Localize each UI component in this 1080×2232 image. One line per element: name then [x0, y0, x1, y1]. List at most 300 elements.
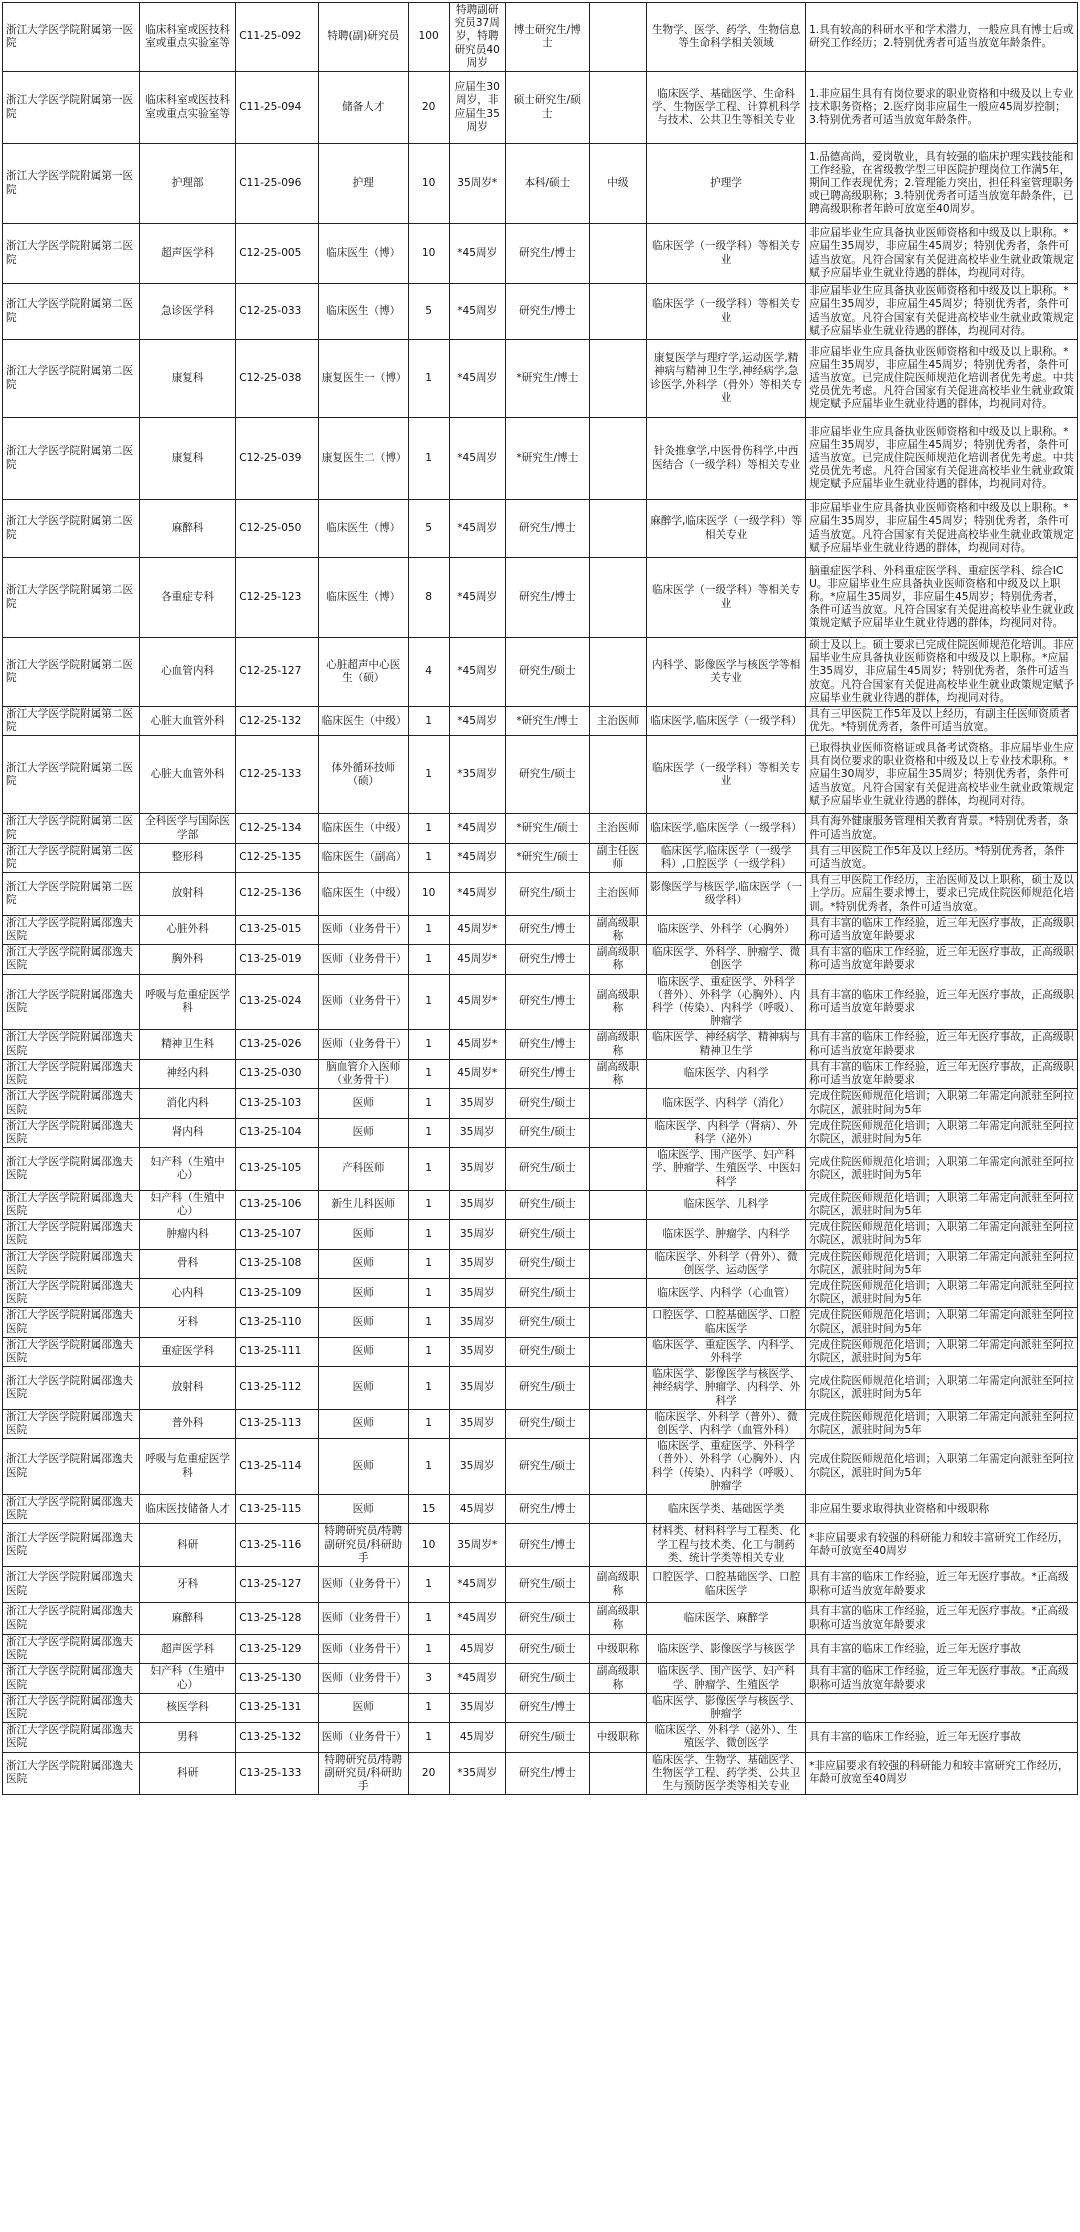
edu-cell: 研究生/博士 — [505, 1524, 589, 1567]
post-cell: 医师（业务骨干） — [318, 1603, 408, 1635]
unit-cell: 浙江大学医学院附属第一医院 — [3, 144, 140, 224]
requirement-cell: 具有丰富的临床工作经验，近三年无医疗事故 — [806, 1723, 1078, 1752]
dept-cell: 呼吸与危重症医学科 — [139, 974, 235, 1030]
unit-cell: 浙江大学医学院附属第一医院 — [3, 3, 140, 72]
major-cell: 临床医学、肿瘤学、内科学 — [647, 1220, 806, 1249]
major-cell: 临床医学、影像医学与核医学 — [647, 1635, 806, 1664]
code-cell: C12-25-133 — [236, 736, 319, 814]
dept-cell: 科研 — [139, 1752, 235, 1795]
edu-cell: 研究生/博士 — [505, 945, 589, 974]
post-cell: 医师 — [318, 1089, 408, 1118]
title-cell: 副高级职称 — [589, 915, 647, 944]
code-cell: C13-25-104 — [236, 1118, 319, 1147]
title-cell: 主治医师 — [589, 814, 647, 843]
unit-cell: 浙江大学医学院附属邵逸夫医院 — [3, 1494, 140, 1523]
major-cell: 临床医学、外科学（普外）、微创医学、内科学（血管外科） — [647, 1409, 806, 1438]
edu-cell: *研究生/博士 — [505, 340, 589, 418]
num-cell: 1 — [408, 1693, 449, 1722]
code-cell: C13-25-019 — [236, 945, 319, 974]
num-cell: 1 — [408, 843, 449, 872]
dept-cell: 肾内科 — [139, 1118, 235, 1147]
edu-cell: 研究生/博士 — [505, 1752, 589, 1795]
title-cell — [589, 1308, 647, 1337]
code-cell: C12-25-123 — [236, 558, 319, 638]
post-cell: 医师 — [318, 1308, 408, 1337]
dept-cell: 放射科 — [139, 873, 235, 916]
age-cell: 35周岁 — [449, 1278, 505, 1307]
code-cell: C12-25-132 — [236, 707, 319, 736]
post-cell: 临床医生（中级） — [318, 707, 408, 736]
age-cell: *45周岁 — [449, 340, 505, 418]
dept-cell: 临床医技储备人才 — [139, 1494, 235, 1523]
requirement-cell: 具有丰富的临床工作经验，近三年无医疗事故，正高级职称可适当放宽年龄要求 — [806, 1030, 1078, 1059]
unit-cell: 浙江大学医学院附属邵逸夫医院 — [3, 1567, 140, 1603]
code-cell: C11-25-092 — [236, 3, 319, 72]
major-cell: 临床医学、影像医学与核医学、肿瘤学 — [647, 1693, 806, 1722]
code-cell: C12-25-050 — [236, 500, 319, 558]
num-cell: 100 — [408, 3, 449, 72]
post-cell: 临床医生（中级） — [318, 814, 408, 843]
age-cell: 35周岁 — [449, 1118, 505, 1147]
major-cell: 临床医学类、基础医学类 — [647, 1494, 806, 1523]
major-cell: 临床医学（一级学科）等相关专业 — [647, 558, 806, 638]
title-cell — [589, 72, 647, 144]
edu-cell: *研究生/硕士 — [505, 843, 589, 872]
table-row — [3, 1190, 1078, 1219]
requirement-cell: 非应届生要求取得执业资格和中级职称 — [806, 1494, 1078, 1523]
age-cell: 45周岁 — [449, 1494, 505, 1523]
age-cell: *45周岁 — [449, 1664, 505, 1693]
dept-cell: 妇产科（生殖中心） — [139, 1190, 235, 1219]
requirement-cell: 具有丰富的临床工作经验，近三年无医疗事故。*正高级职称可适当放宽年龄要求 — [806, 1664, 1078, 1693]
unit-cell: 浙江大学医学院附属第二医院 — [3, 340, 140, 418]
title-cell — [589, 1337, 647, 1366]
requirement-cell: *非应届要求有较强的科研能力和较丰富研究工作经历，年龄可放宽至40周岁 — [806, 1524, 1078, 1567]
edu-cell: 研究生/博士 — [505, 500, 589, 558]
major-cell: 临床医学、影像医学与核医学、神经病学、肿瘤学、内科学、外科学 — [647, 1367, 806, 1410]
age-cell: *45周岁 — [449, 418, 505, 500]
table-row — [3, 707, 1078, 736]
title-cell: 副高级职称 — [589, 1664, 647, 1693]
title-cell — [589, 1409, 647, 1438]
table-row — [3, 1148, 1078, 1191]
post-cell: 储备人才 — [318, 72, 408, 144]
post-cell: 医师（业务骨干） — [318, 1635, 408, 1664]
unit-cell: 浙江大学医学院附属邵逸夫医院 — [3, 1059, 140, 1088]
title-cell: 中级职称 — [589, 1723, 647, 1752]
num-cell: 1 — [408, 1059, 449, 1088]
post-cell: 医师（业务骨干） — [318, 1567, 408, 1603]
major-cell: 临床医学、神经病学、精神病与精神卫生学 — [647, 1030, 806, 1059]
num-cell: 1 — [408, 1118, 449, 1147]
recruitment-table — [2, 2, 1078, 1795]
post-cell: 特聘研究员/特聘副研究员/科研助手 — [318, 1752, 408, 1795]
code-cell: C13-25-132 — [236, 1723, 319, 1752]
edu-cell: *研究生/博士 — [505, 707, 589, 736]
title-cell — [589, 1439, 647, 1495]
table-row — [3, 638, 1078, 707]
unit-cell: 浙江大学医学院附属邵逸夫医院 — [3, 1089, 140, 1118]
num-cell: 1 — [408, 1409, 449, 1438]
age-cell: 45周岁* — [449, 1059, 505, 1088]
requirement-cell: 完成住院医师规范化培训；入职第二年需定向派驻至阿拉尔院区，派驻时间为5年 — [806, 1220, 1078, 1249]
unit-cell: 浙江大学医学院附属邵逸夫医院 — [3, 915, 140, 944]
edu-cell: 研究生/硕士 — [505, 1439, 589, 1495]
unit-cell: 浙江大学医学院附属第二医院 — [3, 418, 140, 500]
edu-cell: 研究生/硕士 — [505, 1567, 589, 1603]
unit-cell: 浙江大学医学院附属邵逸夫医院 — [3, 1148, 140, 1191]
requirement-cell: 1.具有较高的科研水平和学术潜力，一般应具有博士后或研究工作经历；2.特别优秀者可适当放宽年龄条件。 — [806, 3, 1078, 72]
age-cell: 35周岁 — [449, 1693, 505, 1722]
major-cell: 临床医学、内科学（消化） — [647, 1089, 806, 1118]
unit-cell: 浙江大学医学院附属邵逸夫医院 — [3, 1752, 140, 1795]
age-cell: 35周岁 — [449, 1220, 505, 1249]
table-row — [3, 72, 1078, 144]
age-cell: 45周岁* — [449, 915, 505, 944]
edu-cell: 研究生/硕士 — [505, 1723, 589, 1752]
num-cell: 15 — [408, 1494, 449, 1523]
table-row — [3, 1664, 1078, 1693]
title-cell: 副高级职称 — [589, 1030, 647, 1059]
title-cell — [589, 1220, 647, 1249]
major-cell: 内科学、影像医学与核医学等相关专业 — [647, 638, 806, 707]
dept-cell: 精神卫生科 — [139, 1030, 235, 1059]
table-row — [3, 500, 1078, 558]
unit-cell: 浙江大学医学院附属邵逸夫医院 — [3, 1723, 140, 1752]
dept-cell: 牙科 — [139, 1567, 235, 1603]
title-cell — [589, 1118, 647, 1147]
age-cell: *45周岁 — [449, 558, 505, 638]
post-cell: 医师 — [318, 1494, 408, 1523]
table-row — [3, 1278, 1078, 1307]
age-cell: *45周岁 — [449, 707, 505, 736]
title-cell — [589, 284, 647, 340]
age-cell: 45周岁* — [449, 1030, 505, 1059]
requirement-cell: 非应届毕业生应具备执业医师资格和中级及以上职称。*应届生35周岁，非应届生45周岁；特别优秀者，条件可适当放宽。已完成住院医师规范化培训者优先考虑。中共党员优先考虑。凡符合国家有关促进高校毕业生就业政策规定赋予应届毕业生就业待遇的群体，均视同对待。 — [806, 340, 1078, 418]
requirement-cell: 脑重症医学科、外科重症医学科、重症医学科、综合ICU。非应届毕业生应具备执业医师资格和中级及以上职称。*应届生35周岁，非应届生45周岁；特别优秀者，条件可适当放宽。凡符合国家有关促进高校毕业生就业政策规定赋予应届毕业生就业待遇的群体，均视同对待。 — [806, 558, 1078, 638]
num-cell: 20 — [408, 72, 449, 144]
unit-cell: 浙江大学医学院附属第二医院 — [3, 814, 140, 843]
title-cell: 中级 — [589, 144, 647, 224]
requirement-cell: 已取得执业医师资格证或具备考试资格。非应届毕业生应具有岗位要求的职业资格和中级及以上专业技术职称。*应届生30周岁，非应届生35周岁；特别优秀者，条件可适当放宽。凡符合国家有关促进高校毕业生就业政策规定赋予应届毕业生就业待遇的群体，均视同对待。 — [806, 736, 1078, 814]
code-cell: C13-25-133 — [236, 1752, 319, 1795]
table-row — [3, 1308, 1078, 1337]
post-cell: 医师 — [318, 1249, 408, 1278]
num-cell: 1 — [408, 1220, 449, 1249]
table-row — [3, 3, 1078, 72]
requirement-cell: 完成住院医师规范化培训；入职第二年需定向派驻至阿拉尔院区，派驻时间为5年 — [806, 1409, 1078, 1438]
age-cell: 35周岁* — [449, 144, 505, 224]
major-cell: 针灸推拿学,中医骨伤科学,中西医结合（一级学科）等相关专业 — [647, 418, 806, 500]
num-cell: 1 — [408, 1603, 449, 1635]
dept-cell: 各重症专科 — [139, 558, 235, 638]
post-cell: 医师 — [318, 1278, 408, 1307]
age-cell: 35周岁 — [449, 1337, 505, 1366]
table-row — [3, 418, 1078, 500]
edu-cell: 研究生/博士 — [505, 1030, 589, 1059]
dept-cell: 临床科室或医技科室或重点实验室等 — [139, 3, 235, 72]
title-cell — [589, 1494, 647, 1523]
table-row — [3, 1635, 1078, 1664]
edu-cell: 研究生/硕士 — [505, 1148, 589, 1191]
unit-cell: 浙江大学医学院附属邵逸夫医院 — [3, 1409, 140, 1438]
title-cell — [589, 1367, 647, 1410]
age-cell: *45周岁 — [449, 1567, 505, 1603]
age-cell: 特聘副研究员37周岁，特聘研究员40周岁 — [449, 3, 505, 72]
table-row — [3, 873, 1078, 916]
code-cell: C12-25-135 — [236, 843, 319, 872]
code-cell: C13-25-103 — [236, 1089, 319, 1118]
major-cell: 临床医学、内科学（肾病）、外科学（泌外） — [647, 1118, 806, 1147]
table-row — [3, 1603, 1078, 1635]
num-cell: 8 — [408, 558, 449, 638]
num-cell: 1 — [408, 1567, 449, 1603]
unit-cell: 浙江大学医学院附属邵逸夫医院 — [3, 1664, 140, 1693]
code-cell: C13-25-115 — [236, 1494, 319, 1523]
table-row — [3, 1752, 1078, 1795]
title-cell — [589, 1278, 647, 1307]
major-cell: 临床医学、重症医学、内科学、外科学 — [647, 1337, 806, 1366]
post-cell: 医师 — [318, 1337, 408, 1366]
dept-cell: 超声医学科 — [139, 224, 235, 284]
major-cell: 材料类、材料科学与工程类、化学工程与技术类、化工与制药类、统计学类等相关专业 — [647, 1524, 806, 1567]
age-cell: *45周岁 — [449, 638, 505, 707]
requirement-cell: 具有丰富的临床工作经验，近三年无医疗事故。*正高级职称可适当放宽年龄要求 — [806, 1567, 1078, 1603]
major-cell: 临床医学,临床医学（一级学科） — [647, 707, 806, 736]
table-row — [3, 1494, 1078, 1523]
title-cell — [589, 1524, 647, 1567]
num-cell: 1 — [408, 1030, 449, 1059]
major-cell: 临床医学,临床医学（一级学科）,口腔医学（一级学科） — [647, 843, 806, 872]
age-cell: 35周岁 — [449, 1439, 505, 1495]
title-cell — [589, 1249, 647, 1278]
unit-cell: 浙江大学医学院附属邵逸夫医院 — [3, 1220, 140, 1249]
post-cell: 医师 — [318, 1367, 408, 1410]
requirement-cell: 完成住院医师规范化培训；入职第二年需定向派驻至阿拉尔院区，派驻时间为5年 — [806, 1190, 1078, 1219]
code-cell: C13-25-128 — [236, 1603, 319, 1635]
major-cell: 临床医学、外科学、肿瘤学、微创医学 — [647, 945, 806, 974]
requirement-cell: 非应届毕业生应具备执业医师资格和中级及以上职称。*应届生35周岁，非应届生45周岁；特别优秀者，条件可适当放宽。凡符合国家有关促进高校毕业生就业政策规定赋予应届毕业生就业待遇的群体，均视同对待。 — [806, 224, 1078, 284]
num-cell: 1 — [408, 707, 449, 736]
dept-cell: 康复科 — [139, 340, 235, 418]
major-cell: 临床医学、外科学（泌外）、生殖医学、微创医学 — [647, 1723, 806, 1752]
table-row — [3, 1089, 1078, 1118]
title-cell: 副高级职称 — [589, 1567, 647, 1603]
code-cell: C12-25-134 — [236, 814, 319, 843]
unit-cell: 浙江大学医学院附属第二医院 — [3, 638, 140, 707]
code-cell: C13-25-107 — [236, 1220, 319, 1249]
code-cell: C13-25-026 — [236, 1030, 319, 1059]
major-cell: 口腔医学、口腔基础医学、口腔临床医学 — [647, 1308, 806, 1337]
post-cell: 康复医生二（博） — [318, 418, 408, 500]
edu-cell: 研究生/博士 — [505, 1059, 589, 1088]
requirement-cell: 完成住院医师规范化培训；入职第二年需定向派驻至阿拉尔院区，派驻时间为5年 — [806, 1308, 1078, 1337]
edu-cell: 研究生/博士 — [505, 1693, 589, 1722]
post-cell: 医师（业务骨干） — [318, 945, 408, 974]
table-row — [3, 843, 1078, 872]
major-cell: 临床医学（一级学科）等相关专业 — [647, 224, 806, 284]
age-cell: 35周岁 — [449, 1148, 505, 1191]
requirement-cell: 完成住院医师规范化培训；入职第二年需定向派驻至阿拉尔院区，派驻时间为5年 — [806, 1439, 1078, 1495]
major-cell: 康复医学与理疗学,运动医学,精神病与精神卫生学,神经病学,急诊医学,外科学（骨外）等相关专业 — [647, 340, 806, 418]
num-cell: 5 — [408, 284, 449, 340]
unit-cell: 浙江大学医学院附属邵逸夫医院 — [3, 1278, 140, 1307]
code-cell: C13-25-116 — [236, 1524, 319, 1567]
age-cell: 35周岁 — [449, 1089, 505, 1118]
age-cell: 45周岁* — [449, 945, 505, 974]
unit-cell: 浙江大学医学院附属邵逸夫医院 — [3, 1367, 140, 1410]
title-cell: 副高级职称 — [589, 1603, 647, 1635]
post-cell: 临床医生（博） — [318, 284, 408, 340]
table-row — [3, 1524, 1078, 1567]
post-cell: 医师（业务骨干） — [318, 1723, 408, 1752]
post-cell: 医师 — [318, 1220, 408, 1249]
post-cell: 心脏超声中心医生（硕） — [318, 638, 408, 707]
title-cell — [589, 224, 647, 284]
edu-cell: 研究生/博士 — [505, 1494, 589, 1523]
title-cell — [589, 418, 647, 500]
num-cell: 1 — [408, 915, 449, 944]
dept-cell: 神经内科 — [139, 1059, 235, 1088]
num-cell: 10 — [408, 144, 449, 224]
requirement-cell: 具有三甲医院工作5年及以上经历，有副主任医师资质者优先。*特别优秀者，条件可适当放宽。 — [806, 707, 1078, 736]
major-cell: 临床医学、重症医学、外科学（普外）、外科学（心胸外）、内科学（传染）、内科学（呼吸）、肿瘤学 — [647, 1439, 806, 1495]
code-cell: C13-25-130 — [236, 1664, 319, 1693]
requirement-cell: 非应届毕业生应具备执业医师资格和中级及以上职称。*应届生35周岁，非应届生45周岁；特别优秀者，条件可适当放宽。凡符合国家有关促进高校毕业生就业政策规定赋予应届毕业生就业待遇的群体，均视同对待。 — [806, 500, 1078, 558]
num-cell: 1 — [408, 1635, 449, 1664]
table-body — [3, 3, 1078, 1795]
requirement-cell: 具有丰富的临床工作经验，近三年无医疗事故。*正高级职称可适当放宽年龄要求 — [806, 1603, 1078, 1635]
title-cell — [589, 1693, 647, 1722]
table-row — [3, 224, 1078, 284]
num-cell: 1 — [408, 974, 449, 1030]
major-cell: 临床医学、儿科学 — [647, 1190, 806, 1219]
unit-cell: 浙江大学医学院附属邵逸夫医院 — [3, 1439, 140, 1495]
age-cell: *45周岁 — [449, 814, 505, 843]
unit-cell: 浙江大学医学院附属第二医院 — [3, 873, 140, 916]
num-cell: 1 — [408, 814, 449, 843]
num-cell: 1 — [408, 1148, 449, 1191]
edu-cell: 研究生/硕士 — [505, 1664, 589, 1693]
major-cell: 临床医学（一级学科）等相关专业 — [647, 736, 806, 814]
title-cell: 主治医师 — [589, 707, 647, 736]
table-row — [3, 1723, 1078, 1752]
code-cell: C11-25-094 — [236, 72, 319, 144]
age-cell: *45周岁 — [449, 500, 505, 558]
major-cell: 临床医学、生物学、基础医学、生物医学工程、药学类、公共卫生与预防医学类等相关专业 — [647, 1752, 806, 1795]
requirement-cell: 1.品德高尚，爱岗敬业，具有较强的临床护理实践技能和工作经验，在省级教学型三甲医院护理岗位工作满5年，期间工作表现优秀；2.管理能力突出，担任科室管理职务或已聘高级职称；3.特别优秀者可适当放宽年龄条件，已聘高级职称者年龄可放宽至40周岁。 — [806, 144, 1078, 224]
num-cell: 1 — [408, 1278, 449, 1307]
num-cell: 1 — [408, 1249, 449, 1278]
requirement-cell: 硕士及以上。硕士要求已完成住院医师规范化培训。非应届毕业生应具备执业医师资格和中级及以上职称。*应届生35周岁，非应届生45周岁；特别优秀者，条件可适当放宽。凡符合国家有关促进高校毕业生就业政策规定赋予应届毕业生就业待遇的群体，均视同对待。 — [806, 638, 1078, 707]
requirement-cell: 非应届毕业生应具备执业医师资格和中级及以上职称。*应届生35周岁，非应届生45周岁；特别优秀者，条件可适当放宽。凡符合国家有关促进高校毕业生就业政策规定赋予应届毕业生就业待遇的群体，均视同对待。 — [806, 284, 1078, 340]
table-row — [3, 1439, 1078, 1495]
age-cell: 45周岁 — [449, 1635, 505, 1664]
edu-cell: 研究生/硕士 — [505, 1409, 589, 1438]
unit-cell: 浙江大学医学院附属邵逸夫医院 — [3, 945, 140, 974]
unit-cell: 浙江大学医学院附属第二医院 — [3, 224, 140, 284]
num-cell: 1 — [408, 1089, 449, 1118]
table-row — [3, 1118, 1078, 1147]
title-cell — [589, 736, 647, 814]
dept-cell: 胸外科 — [139, 945, 235, 974]
age-cell: *45周岁 — [449, 1603, 505, 1635]
post-cell: 医师 — [318, 1409, 408, 1438]
post-cell: 特聘研究员/特聘副研究员/科研助手 — [318, 1524, 408, 1567]
table-row — [3, 284, 1078, 340]
edu-cell: 研究生/硕士 — [505, 1337, 589, 1366]
edu-cell: 研究生/硕士 — [505, 1367, 589, 1410]
major-cell: 临床医学、围产医学、妇产科学、肿瘤学、生殖医学、中医妇科学 — [647, 1148, 806, 1191]
num-cell: 1 — [408, 945, 449, 974]
major-cell: 临床医学,临床医学（一级学科） — [647, 814, 806, 843]
age-cell: 45周岁 — [449, 1723, 505, 1752]
dept-cell: 心血管内科 — [139, 638, 235, 707]
major-cell: 临床医学、围产医学、妇产科学、肿瘤学、生殖医学 — [647, 1664, 806, 1693]
major-cell: 麻醉学,临床医学（一级学科）等相关专业 — [647, 500, 806, 558]
age-cell: *45周岁 — [449, 224, 505, 284]
unit-cell: 浙江大学医学院附属第二医院 — [3, 558, 140, 638]
table-row — [3, 974, 1078, 1030]
dept-cell: 核医学科 — [139, 1693, 235, 1722]
title-cell — [589, 340, 647, 418]
dept-cell: 心内科 — [139, 1278, 235, 1307]
dept-cell: 妇产科（生殖中心） — [139, 1664, 235, 1693]
requirement-cell: 具有丰富的临床工作经验，近三年无医疗事故，正高级职称可适当放宽年龄要求 — [806, 1059, 1078, 1088]
num-cell: 10 — [408, 224, 449, 284]
edu-cell: 研究生/硕士 — [505, 1220, 589, 1249]
code-cell: C13-25-112 — [236, 1367, 319, 1410]
dept-cell: 护理部 — [139, 144, 235, 224]
edu-cell: *研究生/硕士 — [505, 814, 589, 843]
requirement-cell: 完成住院医师规范化培训；入职第二年需定向派驻至阿拉尔院区，派驻时间为5年 — [806, 1337, 1078, 1366]
dept-cell: 超声医学科 — [139, 1635, 235, 1664]
code-cell: C13-25-114 — [236, 1439, 319, 1495]
code-cell: C13-25-108 — [236, 1249, 319, 1278]
num-cell: 1 — [408, 1723, 449, 1752]
post-cell: 临床医生（副高） — [318, 843, 408, 872]
code-cell: C13-25-015 — [236, 915, 319, 944]
major-cell: 临床医学、外科学（心胸外） — [647, 915, 806, 944]
post-cell: 脑血管介入医师（业务骨干） — [318, 1059, 408, 1088]
dept-cell: 重症医学科 — [139, 1337, 235, 1366]
age-cell: 35周岁* — [449, 1524, 505, 1567]
num-cell: 1 — [408, 1190, 449, 1219]
num-cell: 1 — [408, 736, 449, 814]
edu-cell: 博士研究生/博士 — [505, 3, 589, 72]
code-cell: C12-25-039 — [236, 418, 319, 500]
num-cell: 5 — [408, 500, 449, 558]
dept-cell: 普外科 — [139, 1409, 235, 1438]
post-cell: 医师（业务骨干） — [318, 974, 408, 1030]
post-cell: 医师（业务骨干） — [318, 915, 408, 944]
requirement-cell: 完成住院医师规范化培训；入职第二年需定向派驻至阿拉尔院区，派驻时间为5年 — [806, 1148, 1078, 1191]
post-cell: 临床医生（博） — [318, 500, 408, 558]
dept-cell: 麻醉科 — [139, 500, 235, 558]
unit-cell: 浙江大学医学院附属邵逸夫医院 — [3, 1635, 140, 1664]
unit-cell: 浙江大学医学院附属邵逸夫医院 — [3, 1308, 140, 1337]
dept-cell: 康复科 — [139, 418, 235, 500]
table-row — [3, 1249, 1078, 1278]
title-cell — [589, 558, 647, 638]
unit-cell: 浙江大学医学院附属邵逸夫医院 — [3, 1118, 140, 1147]
code-cell: C13-25-105 — [236, 1148, 319, 1191]
age-cell: 45周岁* — [449, 974, 505, 1030]
major-cell: 口腔医学、口腔基础医学、口腔临床医学 — [647, 1567, 806, 1603]
major-cell: 护理学 — [647, 144, 806, 224]
post-cell: 医师 — [318, 1439, 408, 1495]
table-row — [3, 144, 1078, 224]
